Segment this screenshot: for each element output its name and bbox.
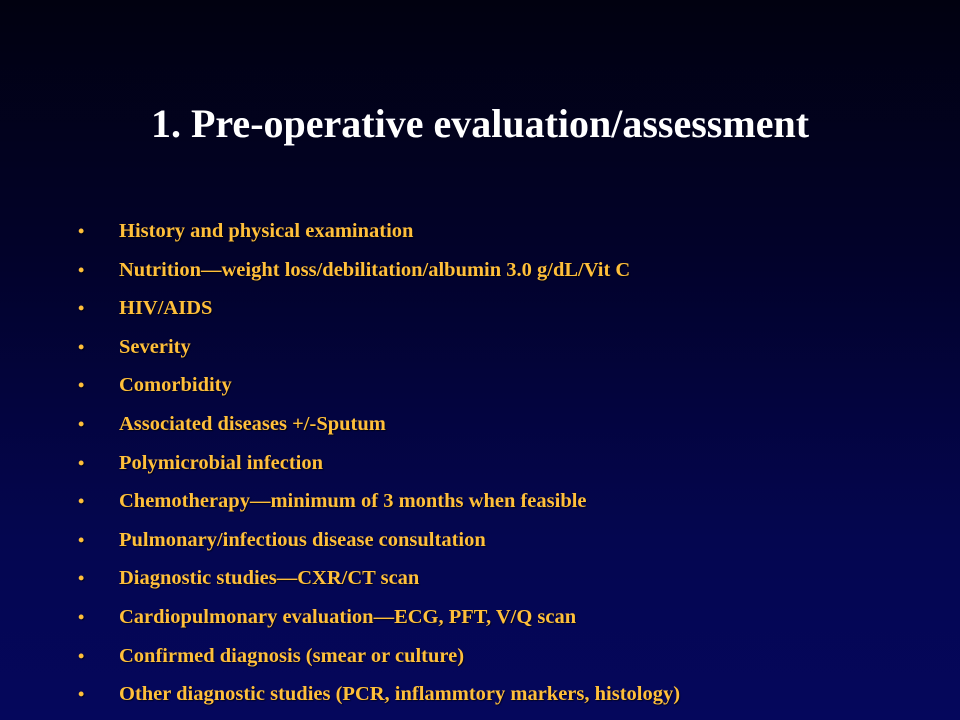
bullet-text: Diagnostic studies—CXR/CT scan <box>119 567 420 590</box>
bullet-dot-icon: • <box>78 491 85 512</box>
bullet-dot-icon: • <box>78 529 85 550</box>
bullet-item <box>78 599 680 638</box>
bullet-item <box>78 329 680 368</box>
bullet-text: Chemotherapy—minimum of 3 months when feasible <box>119 490 587 513</box>
bullet-dot-icon: • <box>78 413 85 434</box>
bullet-text: Nutrition—weight loss/debilitation/albumin 3.0 g/dL/Vit C <box>119 258 631 281</box>
bullet-dot-icon: • <box>78 568 85 589</box>
bullet-item <box>78 290 680 329</box>
bullet-text: Associated diseases +/-Sputum <box>119 412 386 435</box>
bullet-item <box>78 406 680 445</box>
bullet-item <box>78 522 680 561</box>
bullet-dot-icon: • <box>78 259 85 280</box>
bullet-dot-icon: • <box>78 336 85 357</box>
bullet-text: Other diagnostic studies (PCR, inflammtory markers, histology) <box>119 683 681 706</box>
bullet-dot-icon: • <box>78 452 85 473</box>
bullet-item <box>78 445 680 484</box>
bullet-text: Severity <box>119 335 191 358</box>
bullet-dot-icon: • <box>78 684 85 705</box>
bullet-dot-icon: • <box>78 606 85 627</box>
bullet-item <box>78 560 680 599</box>
bullet-dot-icon: • <box>78 645 85 666</box>
bullet-dot-icon: • <box>78 221 85 241</box>
bullet-item <box>78 638 680 677</box>
slide-title: 1. Pre-operative evaluation/assessment <box>150 101 810 146</box>
bullet-item <box>78 483 680 522</box>
bullet-text: History and physical examination <box>119 220 414 242</box>
bullet-dot-icon: • <box>78 375 85 396</box>
bullet-list <box>78 213 680 715</box>
bullet-text: HIV/AIDS <box>119 297 213 320</box>
bullet-item <box>78 213 680 252</box>
bullet-item <box>78 252 680 291</box>
bullet-text: Comorbidity <box>119 374 232 397</box>
bullet-item <box>78 676 680 715</box>
bullet-item <box>78 367 680 406</box>
bullet-text: Polymicrobial infection <box>119 451 324 474</box>
bullet-dot-icon: • <box>78 298 85 319</box>
bullet-text: Pulmonary/infectious disease consultation <box>119 528 486 551</box>
bullet-text: Confirmed diagnosis (smear or culture) <box>119 644 465 667</box>
bullet-text: Cardiopulmonary evaluation—ECG, PFT, V/Q scan <box>119 605 577 628</box>
